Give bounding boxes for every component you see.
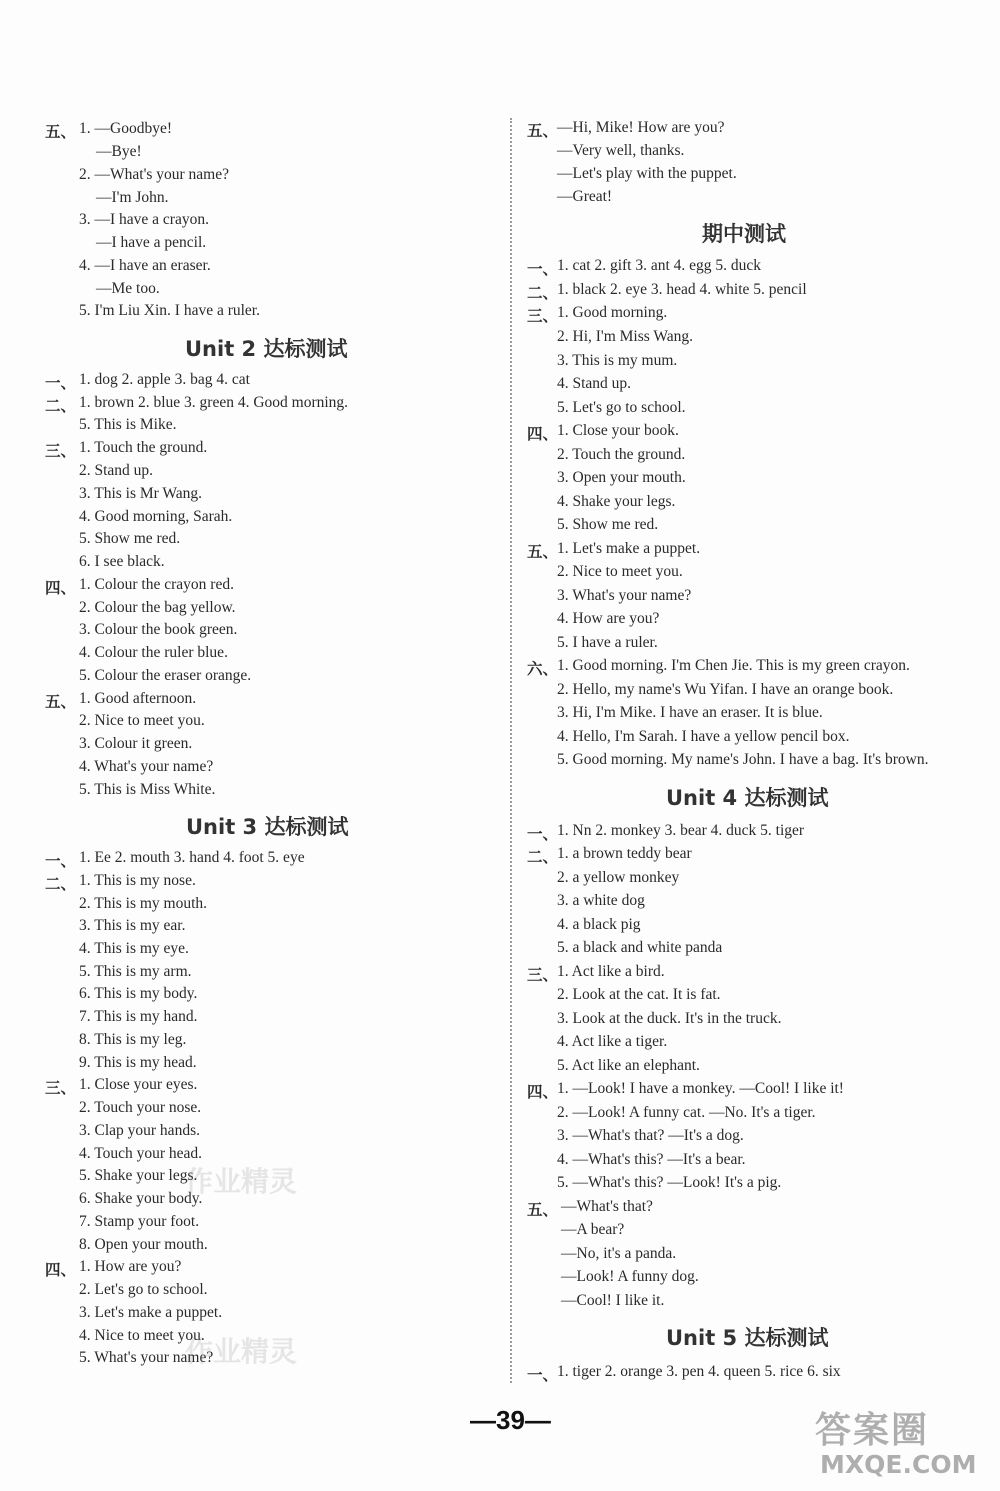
- answer-line: 4. What's your name?: [79, 758, 214, 775]
- answer-line: 5. —What's this? —Look! It's a pig.: [557, 1174, 782, 1191]
- answer-line: 2. Stand up.: [79, 462, 154, 479]
- section-label: 五、: [527, 122, 559, 140]
- answer-line: 1. —Look! I have a monkey. —Cool! I like it!: [557, 1080, 844, 1097]
- answer-line: 3. a white dog: [557, 892, 645, 909]
- section-label: 三、: [527, 966, 559, 984]
- answer-line: 5. Good morning. My name's John. I have a bag. It's brown.: [557, 751, 929, 768]
- answer-line: —A bear?: [561, 1221, 625, 1238]
- answer-line: 1. Touch the ground.: [79, 439, 208, 456]
- answer-line: 1. Good morning. I'm Chen Jie. This is my green crayon.: [557, 657, 910, 674]
- answer-line: 3. Let's make a puppet.: [79, 1304, 223, 1321]
- section-label: 一、: [45, 374, 77, 392]
- answer-line: 4. —What's this? —It's a bear.: [557, 1151, 746, 1168]
- answer-line: 4. This is my eye.: [79, 940, 189, 957]
- answer-line: —I'm John.: [96, 189, 169, 206]
- answer-line: —Great!: [557, 188, 613, 205]
- answer-line: 2. Nice to meet you.: [79, 712, 205, 729]
- answer-line: 8. This is my leg.: [79, 1031, 187, 1048]
- answer-line: 5. Shake your legs.: [79, 1167, 198, 1184]
- answer-line: 2. Touch the ground.: [557, 446, 686, 463]
- answer-line: 1. This is my nose.: [79, 872, 196, 889]
- answer-line: 3. This is Mr Wang.: [79, 485, 203, 502]
- answer-line: 1. black 2. eye 3. head 4. white 5. pencil: [557, 281, 807, 298]
- section-label: 二、: [45, 397, 77, 415]
- answer-line: 5. Show me red.: [557, 516, 659, 533]
- answer-line: 4. a black pig: [557, 916, 641, 933]
- answer-line: 2. Colour the bag yellow.: [79, 599, 236, 616]
- answer-line: 4. Stand up.: [557, 375, 632, 392]
- unit3-heading: Unit 3 达标测试: [186, 815, 349, 839]
- section-label: 四、: [45, 579, 77, 597]
- section-label: 一、: [45, 852, 77, 870]
- answer-line: 4. How are you?: [557, 610, 660, 627]
- answer-line: 4. Shake your legs.: [557, 493, 676, 510]
- answer-line: 2. —What's your name?: [79, 166, 229, 183]
- answer-line: 5. This is my arm.: [79, 963, 192, 980]
- answer-line: 9. This is my head.: [79, 1054, 197, 1071]
- section-label: 五、: [45, 123, 77, 141]
- answer-line: —Hi, Mike! How are you?: [557, 119, 725, 136]
- answer-line: 4. Colour the ruler blue.: [79, 644, 228, 661]
- answer-line: 3. This is my mum.: [557, 352, 678, 369]
- section-label: 五、: [45, 693, 77, 711]
- logo-text: 答案圈: [815, 1410, 930, 1451]
- section-label: 三、: [45, 1079, 77, 1097]
- section-label: 四、: [527, 1083, 559, 1101]
- answer-line: —What's that?: [561, 1198, 653, 1215]
- answer-line: —Look! A funny dog.: [561, 1268, 699, 1285]
- page-number: —39—: [470, 1405, 551, 1435]
- answer-line: 3. What's your name?: [557, 587, 692, 604]
- answer-line: 3. This is my ear.: [79, 917, 186, 934]
- section-label: 一、: [527, 825, 559, 843]
- answer-line: 2. Let's go to school.: [79, 1281, 208, 1298]
- answer-line: 4. —I have an eraser.: [79, 257, 211, 274]
- unit2-heading: Unit 2 达标测试: [185, 337, 348, 361]
- answer-line: 2. a yellow monkey: [557, 869, 680, 886]
- answer-line: 2. Nice to meet you.: [557, 563, 683, 580]
- answer-line: 1. brown 2. blue 3. green 4. Good morning.: [79, 394, 349, 411]
- answer-line: 1. a brown teddy bear: [557, 845, 692, 862]
- answer-line: 2. Hello, my name's Wu Yifan. I have an orange book.: [557, 681, 894, 698]
- answer-line: 1. tiger 2. orange 3. pen 4. queen 5. rice 6. six: [557, 1363, 841, 1380]
- answer-line: 3. Clap your hands.: [79, 1122, 200, 1139]
- answer-line: —Me too.: [96, 280, 160, 297]
- answer-line: 3. —I have a crayon.: [79, 211, 209, 228]
- answer-line: 3. Open your mouth.: [557, 469, 686, 486]
- answer-line: 1. Good morning.: [557, 304, 668, 321]
- section-label: 二、: [527, 284, 559, 302]
- answer-line: 5. I'm Liu Xin. I have a ruler.: [79, 302, 260, 319]
- watermark-text: 作业精灵: [185, 1165, 298, 1198]
- section-label: 六、: [527, 660, 559, 678]
- answer-line: 3. Colour the book green.: [79, 621, 238, 638]
- answer-line: 1. Act like a bird.: [557, 963, 665, 980]
- section-label: 三、: [45, 442, 77, 460]
- answer-line: 4. Nice to meet you.: [79, 1327, 205, 1344]
- answer-line: 5. This is Miss White.: [79, 781, 216, 798]
- section-label: 四、: [527, 425, 559, 443]
- site-logo: [815, 1400, 995, 1490]
- answer-line: 6. This is my body.: [79, 985, 198, 1002]
- answer-line: 5. I have a ruler.: [557, 634, 658, 651]
- answer-line: 4. Hello, I'm Sarah. I have a yellow pencil box.: [557, 728, 850, 745]
- section-label: 三、: [527, 307, 559, 325]
- answer-line: 5. Act like an elephant.: [557, 1057, 700, 1074]
- midterm-heading: 期中测试: [702, 222, 786, 246]
- column-divider: [510, 118, 512, 1383]
- answer-line: 5. Colour the eraser orange.: [79, 667, 252, 684]
- answer-line: 2. Look at the cat. It is fat.: [557, 986, 721, 1003]
- answer-line: 5. What's your name?: [79, 1349, 214, 1366]
- answer-line: —No, it's a panda.: [561, 1245, 677, 1262]
- answer-line: 1. Ee 2. mouth 3. hand 4. foot 5. eye: [79, 849, 305, 866]
- answer-line: 1. dog 2. apple 3. bag 4. cat: [79, 371, 250, 388]
- answer-line: 3. Hi, I'm Mike. I have an eraser. It is blue.: [557, 704, 823, 721]
- answer-line: 2. —Look! A funny cat. —No. It's a tiger.: [557, 1104, 816, 1121]
- answer-line: 4. Act like a tiger.: [557, 1033, 668, 1050]
- answer-line: 6. I see black.: [79, 553, 165, 570]
- answer-line: 4. Good morning, Sarah.: [79, 508, 233, 525]
- answer-line: 7. Stamp your foot.: [79, 1213, 200, 1230]
- answer-line: —I have a pencil.: [96, 234, 207, 251]
- answer-line: 2. Touch your nose.: [79, 1099, 202, 1116]
- unit5-heading: Unit 5 达标测试: [666, 1326, 829, 1350]
- section-label: 二、: [527, 848, 559, 866]
- section-label: 五、: [527, 543, 559, 561]
- unit4-heading: Unit 4 达标测试: [666, 786, 829, 810]
- answer-line: 5. a black and white panda: [557, 939, 723, 956]
- answer-line: 4. Touch your head.: [79, 1145, 203, 1162]
- answer-line: 1. Colour the crayon red.: [79, 576, 234, 593]
- section-label: 四、: [45, 1261, 77, 1279]
- answer-line: 5. Show me red.: [79, 530, 181, 547]
- answer-line: —Bye!: [96, 143, 142, 160]
- section-label: 二、: [45, 875, 77, 893]
- answer-line: 1. Good afternoon.: [79, 690, 197, 707]
- logo-url: MXQE.COM: [820, 1450, 977, 1479]
- answer-line: 8. Open your mouth.: [79, 1236, 208, 1253]
- answer-line: 6. Shake your body.: [79, 1190, 203, 1207]
- answer-line: 1. Close your book.: [557, 422, 679, 439]
- answer-line: 5. This is Mike.: [79, 416, 177, 433]
- answer-line: 5. Let's go to school.: [557, 399, 686, 416]
- answer-line: 1. Close your eyes.: [79, 1076, 198, 1093]
- answer-line: 2. This is my mouth.: [79, 895, 208, 912]
- section-label: 五、: [527, 1201, 559, 1219]
- answer-line: —Very well, thanks.: [557, 142, 685, 159]
- section-label: 一、: [527, 260, 559, 278]
- answer-line: 3. Look at the duck. It's in the truck.: [557, 1010, 782, 1027]
- answer-line: 2. Hi, I'm Miss Wang.: [557, 328, 694, 345]
- answer-line: 1. Nn 2. monkey 3. bear 4. duck 5. tiger: [557, 822, 805, 839]
- answer-line: 1. cat 2. gift 3. ant 4. egg 5. duck: [557, 257, 762, 274]
- answer-line: 3. Colour it green.: [79, 735, 193, 752]
- answer-line: —Cool! I like it.: [561, 1292, 665, 1309]
- section-label: 一、: [527, 1366, 559, 1384]
- answer-line: 7. This is my hand.: [79, 1008, 198, 1025]
- answer-line: 1. Let's make a puppet.: [557, 540, 701, 557]
- watermark-text: 作业精灵: [185, 1335, 298, 1368]
- answer-line: —Let's play with the puppet.: [557, 165, 737, 182]
- answer-line: 3. —What's that? —It's a dog.: [557, 1127, 744, 1144]
- answer-line: 1. —Goodbye!: [79, 120, 172, 137]
- answer-line: 1. How are you?: [79, 1258, 182, 1275]
